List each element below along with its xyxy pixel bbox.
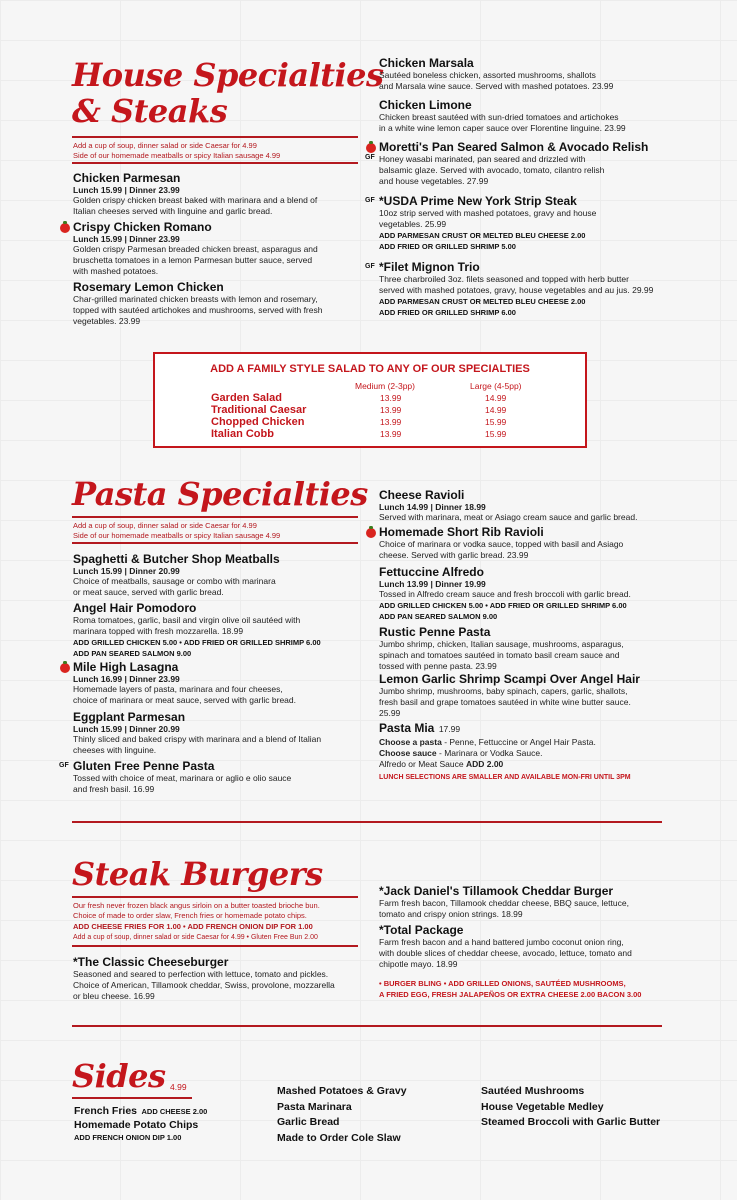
item-desc: Golden crispy Parmesan breaded chicken breast, asparagus and: [73, 244, 318, 254]
menu-item-mile-high-lasagna: [73, 660, 296, 706]
tomato-icon: [60, 663, 70, 673]
salad-price: 13.99: [380, 429, 402, 439]
menu-item-rosemary-lemon-chicken: [73, 280, 322, 327]
family-salad-box: [153, 352, 587, 448]
item-name: Angel Hair Pomodoro: [73, 601, 197, 615]
menu-item-angel-hair-pomodoro: [73, 601, 321, 659]
section-divider: [72, 1025, 662, 1027]
item-price: Lunch 15.99 | Dinner 20.99: [73, 724, 180, 734]
item-desc: or meat sauce, served with garlic bread.: [73, 587, 224, 597]
alfredo-addon: ADD 2.00: [465, 759, 504, 769]
item-addon: ADD GRILLED CHICKEN 5.00 • ADD FRIED OR GRILLED SHRIMP 6.00: [379, 601, 627, 610]
item-desc: vegetables. 25.99: [379, 219, 447, 229]
side-name: French Fries: [74, 1105, 138, 1117]
salad-col-medium: Medium (2-3pp): [355, 381, 415, 391]
item-desc: topped with sautéed artichokes and mushrooms, served with fresh: [73, 305, 323, 315]
menu-item-chicken-limone: [379, 98, 626, 134]
burgers-rule: [72, 896, 358, 898]
item-desc: and house vegetables. 27.99: [379, 176, 489, 186]
item-name: Chicken Limone: [379, 98, 472, 112]
item-addon: ADD FRIED OR GRILLED SHRIMP 6.00: [379, 308, 516, 317]
section-divider: [72, 821, 662, 823]
burgers-title: Steak Burgers: [72, 855, 323, 893]
lunch-note: LUNCH SELECTIONS ARE SMALLER AND AVAILABLE MON-FRI UNTIL 3PM: [379, 774, 631, 781]
item-desc: and Marsala wine sauce. Served with mashed potatoes. 23.99: [379, 81, 614, 91]
item-desc: Three charbroiled 3oz. filets seasoned and topped with herb butter: [379, 274, 629, 284]
salad-name: Garden Salad: [211, 392, 282, 404]
salad-rows: [211, 392, 306, 440]
item-desc: spinach and tomatoes sautéed in tomato basil cream sauce and: [379, 650, 620, 660]
side-name: Homemade Potato Chips: [74, 1119, 199, 1131]
item-price: Lunch 13.99 | Dinner 19.99: [379, 579, 486, 589]
menu-item-jack-daniels-burger: [379, 884, 629, 920]
menu-item-gluten-free-penne: [73, 759, 291, 795]
pasta-rule-bottom: [72, 542, 358, 544]
item-desc: Choice of meatballs, sausage or combo with marinara: [73, 576, 276, 586]
menu-item-rustic-penne: [379, 625, 624, 672]
salad-box-title: ADD A FAMILY STYLE SALAD TO ANY OF OUR SPECIALTIES: [210, 363, 530, 375]
item-name: *Filet Mignon Trio: [379, 260, 480, 274]
sides-col-1: [74, 1103, 207, 1143]
item-name: Mile High Lasagna: [73, 660, 179, 674]
item-desc: Farm fresh bacon, Tillamook cheddar cheese, BBQ sauce, lettuce,: [379, 898, 629, 908]
item-desc: cheeses with linguine.: [73, 745, 157, 755]
side-name: Sautéed Mushrooms: [481, 1085, 585, 1097]
house-rule-bottom: [72, 162, 358, 164]
burger-bling-line: A FRIED EGG, FRESH JALAPEÑOS OR EXTRA CHEESE 2.00 BACON 3.00: [379, 990, 642, 999]
gluten-free-icon: GF: [59, 762, 69, 769]
item-addon: ADD PAN SEARED SALMON 9.00: [379, 612, 498, 621]
alfredo-option: Alfredo or Meat Sauce: [379, 759, 464, 769]
house-note-1: Add a cup of soup, dinner salad or side Caesar for 4.99: [73, 141, 257, 150]
salad-name: Italian Cobb: [211, 428, 274, 440]
burger-bling-line: • BURGER BLING • ADD GRILLED ONIONS, SAUTÉED MUSHROOMS,: [379, 979, 626, 988]
item-price: Lunch 14.99 | Dinner 18.99: [379, 502, 486, 512]
item-name: *Total Package: [379, 923, 464, 937]
item-desc: Tossed with choice of meat, marinara or aglio e olio sauce: [73, 773, 292, 783]
item-addon: ADD PAN SEARED SALMON 9.00: [73, 649, 192, 658]
item-desc: Roma tomatoes, garlic, basil and virgin olive oil sautéed with: [73, 615, 301, 625]
burgers-rule-bottom: [72, 945, 358, 947]
item-desc: marinara topped with fresh mozzarella. 18.99: [73, 626, 244, 636]
item-addon: ADD FRIED OR GRILLED SHRIMP 5.00: [379, 242, 516, 251]
salad-medium-prices: [380, 392, 401, 440]
item-desc: tossed with penne pasta. 23.99: [379, 661, 497, 671]
menu-item-salmon-avocado: [379, 140, 648, 187]
side-name: Steamed Broccoli with Garlic Butter: [481, 1116, 661, 1128]
item-desc: Thinly sliced and baked crispy with marinara and a blend of Italian: [73, 734, 322, 744]
item-addon: ADD PARMESAN CRUST OR MELTED BLEU CHEESE 2.00: [379, 231, 586, 240]
salad-name: Chopped Chicken: [211, 416, 305, 428]
item-price: 17.99: [438, 724, 461, 734]
salad-price: 15.99: [485, 429, 507, 439]
burgers-note-3: ADD CHEESE FRIES FOR 1.00 • ADD FRENCH ONION DIP FOR 1.00: [73, 922, 313, 931]
item-name: Rosemary Lemon Chicken: [73, 280, 224, 294]
item-name: Rustic Penne Pasta: [379, 625, 491, 639]
item-desc: in a white wine lemon caper sauce over Florentine linguine. 23.99: [379, 123, 626, 133]
salad-price: 13.99: [380, 405, 402, 415]
burgers-note-1: Our fresh never frozen black angus sirloin on a butter toasted brioche bun.: [73, 901, 320, 910]
house-note-2: Side of our homemade meatballs or spicy Italian sausage 4.99: [73, 151, 281, 160]
side-addon: ADD CHEESE 2.00: [141, 1107, 208, 1116]
tomato-icon: [366, 143, 376, 153]
house-title-line1: House Specialties: [72, 56, 384, 94]
item-desc: or bleu cheese. 16.99: [73, 991, 155, 1001]
item-price: Lunch 15.99 | Dinner 23.99: [73, 234, 180, 244]
item-desc: Chicken breast sautéed with sun-dried tomatoes and artichokes: [379, 112, 619, 122]
menu-item-chicken-marsala: [379, 56, 613, 92]
item-addon: ADD GRILLED CHICKEN 5.00 • ADD FRIED OR GRILLED SHRIMP 6.00: [73, 638, 321, 647]
menu-item-filet-mignon: [379, 260, 653, 318]
salad-price: 13.99: [380, 417, 402, 427]
burger-bling: [379, 978, 641, 1000]
item-desc: Choice of marinara or vodka sauce, topped with basil and Asiago: [379, 539, 624, 549]
salad-large-prices: [485, 392, 506, 440]
menu-item-short-rib-ravioli: [379, 525, 623, 561]
sides-price: 4.99: [170, 1082, 187, 1092]
sides-col-3: [481, 1084, 660, 1131]
menu-item-cheese-ravioli: [379, 488, 637, 523]
side-name: Pasta Marinara: [277, 1100, 352, 1113]
item-desc: tomato and crispy onion strings. 18.99: [379, 909, 523, 919]
menu-item-pasta-mia: [379, 719, 596, 770]
pasta-choice-label: Choose a pasta: [379, 737, 442, 747]
item-desc: Choice of American, Tillamook cheddar, Swiss, provolone, mozzarella: [73, 980, 335, 990]
item-desc: fresh basil and grape tomatoes sautéed in white wine butter sauce.: [379, 697, 631, 707]
item-desc: Jumbo shrimp, mushrooms, baby spinach, capers, garlic, shallots,: [379, 686, 628, 696]
salad-col-large: Large (4-5pp): [470, 381, 522, 391]
item-desc: cheese. Served with garlic bread. 23.99: [379, 550, 529, 560]
sauce-choice-label: Choose sauce: [379, 748, 437, 758]
menu-item-ny-strip: [379, 194, 596, 252]
item-name: Eggplant Parmesan: [73, 710, 186, 724]
pasta-title: Pasta Specialties: [72, 475, 368, 513]
menu-item-eggplant-parmesan: [73, 710, 321, 756]
item-price: Lunch 16.99 | Dinner 23.99: [73, 674, 180, 684]
item-desc: balsamic glaze. Served with avocado, tomato, cilantro relish: [379, 165, 605, 175]
item-price: Lunch 15.99 | Dinner 23.99: [73, 185, 180, 195]
burgers-note-2: Choice of made to order slaw, French fries or homemade potato chips.: [73, 911, 307, 920]
menu-item-fettuccine-alfredo: [379, 565, 631, 622]
item-desc: with mashed potatoes.: [73, 266, 159, 276]
item-desc: vegetables. 23.99: [73, 316, 141, 326]
item-desc: 25.99: [379, 708, 401, 718]
salad-price: 14.99: [485, 405, 507, 415]
item-name: *The Classic Cheeseburger: [73, 955, 229, 969]
pasta-note-1: Add a cup of soup, dinner salad or side Caesar for 4.99: [73, 521, 257, 530]
gluten-free-icon: GF: [365, 154, 375, 161]
sides-rule: [72, 1097, 192, 1099]
item-desc: Served with marinara, meat or Asiago cream sauce and garlic bread.: [379, 512, 638, 522]
menu-item-total-package: [379, 923, 632, 970]
item-name: Gluten Free Penne Pasta: [73, 759, 215, 773]
pasta-note-2: Side of our homemade meatballs or spicy Italian sausage 4.99: [73, 531, 281, 540]
side-name: Garlic Bread: [277, 1116, 340, 1128]
salad-price: 15.99: [485, 417, 507, 427]
item-name: Chicken Marsala: [379, 56, 474, 70]
menu-item-spaghetti-meatballs: [73, 552, 280, 598]
pasta-rule: [72, 516, 358, 518]
item-name: *Jack Daniel's Tillamook Cheddar Burger: [379, 884, 614, 898]
item-desc: Seasoned and seared to perfection with lettuce, tomato and pickles.: [73, 969, 329, 979]
item-name: Chicken Parmesan: [73, 171, 181, 185]
pasta-choice-options: - Penne, Fettuccine or Angel Hair Pasta.: [441, 737, 596, 747]
tomato-icon: [366, 528, 376, 538]
item-desc: Jumbo shrimp, chicken, Italian sausage, mushrooms, asparagus,: [379, 639, 624, 649]
side-addon: ADD FRENCH ONION DIP 1.00: [74, 1133, 182, 1142]
item-name: Homemade Short Rib Ravioli: [379, 525, 544, 539]
menu-item-chicken-parmesan: [73, 171, 317, 217]
item-name: Pasta Mia: [379, 721, 435, 735]
salad-price: 13.99: [380, 393, 402, 403]
house-title-line2: & Steaks: [72, 92, 228, 130]
item-desc: Tossed in Alfredo cream sauce and fresh broccoli with garlic bread.: [379, 589, 631, 599]
item-name: Lemon Garlic Shrimp Scampi Over Angel Hair: [379, 672, 640, 686]
menu-item-shrimp-scampi: [379, 672, 640, 719]
item-desc: served with mashed potatoes, gravy, house vegetables and au jus. 29.99: [379, 285, 654, 295]
item-name: *USDA Prime New York Strip Steak: [379, 194, 577, 208]
item-desc: Sautéed boneless chicken, assorted mushrooms, shallots: [379, 70, 596, 80]
item-desc: chipotle mayo. 18.99: [379, 959, 458, 969]
menu-item-classic-cheeseburger: [73, 955, 335, 1002]
item-price: Lunch 15.99 | Dinner 20.99: [73, 566, 180, 576]
item-desc: 10oz strip served with mashed potatoes, gravy and house: [379, 208, 597, 218]
sides-title: Sides: [72, 1057, 166, 1095]
salad-name: Traditional Caesar: [211, 404, 307, 416]
gluten-free-icon: GF: [365, 263, 375, 270]
item-desc: Italian cheeses served with linguine and garlic bread.: [73, 206, 273, 216]
item-name: Cheese Ravioli: [379, 488, 465, 502]
item-desc: Char-grilled marinated chicken breasts with lemon and rosemary,: [73, 294, 318, 304]
salad-price: 14.99: [485, 393, 507, 403]
item-desc: Honey wasabi marinated, pan seared and drizzled with: [379, 154, 586, 164]
item-desc: bruschetta tomatoes in a lemon Parmesan butter sauce, served: [73, 255, 313, 265]
sides-col-2: [277, 1084, 407, 1146]
side-name: Made to Order Cole Slaw: [277, 1131, 401, 1144]
item-name: Fettuccine Alfredo: [379, 565, 484, 579]
item-desc: with double slices of cheddar cheese, avocado, lettuce, tomato and: [379, 948, 632, 958]
item-desc: Homemade layers of pasta, marinara and four cheeses,: [73, 684, 283, 694]
menu-item-crispy-chicken-romano: [73, 220, 318, 277]
burgers-note-4: Add a cup of soup, dinner salad or side Caesar for 4.99 • Gluten Free Bun 2.00: [73, 934, 318, 941]
side-name: Mashed Potatoes & Gravy: [277, 1085, 407, 1097]
item-addon: ADD PARMESAN CRUST OR MELTED BLEU CHEESE 2.00: [379, 297, 586, 306]
item-desc: and fresh basil. 16.99: [73, 784, 155, 794]
sauce-choice-options: - Marinara or Vodka Sauce.: [436, 748, 543, 758]
gluten-free-icon: GF: [365, 197, 375, 204]
item-desc: choice of marinara or meat sauce, served with garlic bread.: [73, 695, 296, 705]
tomato-icon: [60, 223, 70, 233]
item-desc: Farm fresh bacon and a hand battered jumbo coconut onion ring,: [379, 937, 624, 947]
item-desc: Golden crispy chicken breast baked with marinara and a blend of: [73, 195, 318, 205]
item-name: Moretti's Pan Seared Salmon & Avocado Relish: [379, 140, 649, 154]
item-name: Spaghetti & Butcher Shop Meatballs: [73, 552, 280, 566]
item-name: Crispy Chicken Romano: [73, 220, 212, 234]
side-name: House Vegetable Medley: [481, 1100, 604, 1113]
house-rule: [72, 136, 358, 138]
